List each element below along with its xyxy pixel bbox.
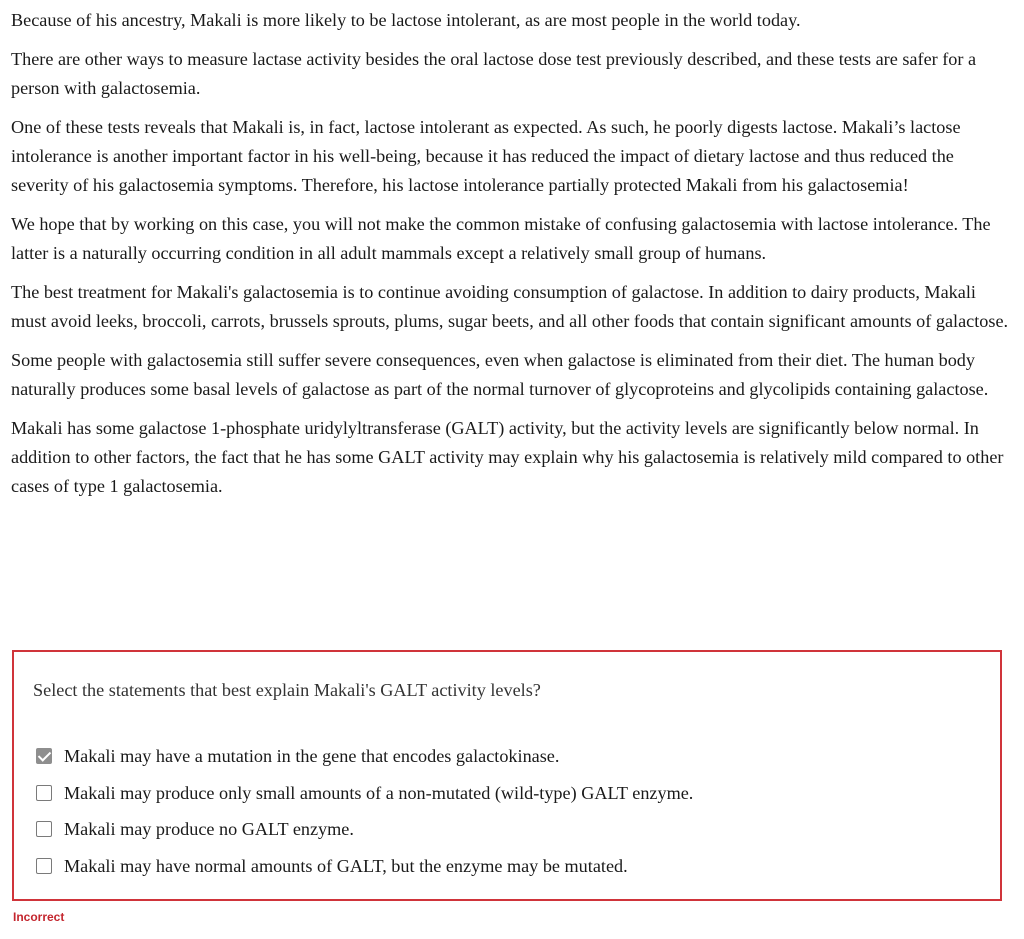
answer-option-label: Makali may produce no GALT enzyme.: [64, 819, 354, 840]
checkbox-icon[interactable]: [36, 785, 52, 801]
paragraph-treatment: The best treatment for Makali's galactosemia is to continue avoiding consumption of galactose. In addition to dairy products, Makali must avoid leeks, broccoli, carrots, brussels sprouts, plums, sugar beets, and all other foods that contain significant amounts of galactose.: [11, 282, 1009, 331]
checkbox-icon[interactable]: [36, 858, 52, 874]
paragraph-common-mistake: We hope that by working on this case, you will not make the common mistake of confusing galactosemia with lactose intolerance. The latter is a naturally occurring condition in all adult mammals except a relatively small group of humans.: [11, 214, 991, 263]
answer-option-small-amounts-wild-type[interactable]: [36, 775, 693, 812]
paragraph-lactose-intolerance: One of these tests reveals that Makali is, in fact, lactose intolerant as expected. As such, he poorly digests lactose. Makali’s lactose intolerance is another important factor in his well-being, because it has reduced the impact of dietary lactose and thus reduced the severity of his galactosemia symptoms. Therefore, his lactose intolerance partially protected Makali from his galactosemia!: [11, 117, 961, 195]
paragraph-galt-activity: Makali has some galactose 1-phosphate uridylyltransferase (GALT) activity, but the activity levels are significantly below normal. In addition to other factors, the fact that he has some GALT activity may explain why his galactosemia is relatively mild compared to other cases of type 1 galactosemia.: [11, 418, 1004, 496]
checkbox-checked-icon[interactable]: [36, 748, 52, 764]
answer-option-no-galt[interactable]: [36, 811, 693, 848]
question-box: [12, 650, 1002, 901]
answer-option-mutated-enzyme[interactable]: [36, 848, 693, 885]
paragraph-ancestry: Because of his ancestry, Makali is more likely to be lactose intolerant, as are most people in the world today.: [11, 10, 801, 30]
answer-option-label: Makali may produce only small amounts of a non-mutated (wild-type) GALT enzyme.: [64, 782, 694, 803]
question-prompt: Select the statements that best explain Makali's GALT activity levels?: [33, 680, 541, 700]
checkbox-icon[interactable]: [36, 821, 52, 837]
paragraph-lactase-tests: There are other ways to measure lactase activity besides the oral lactose dose test previously described, and these tests are safer for a person with galactosemia.: [11, 49, 977, 98]
answer-option-label: Makali may have normal amounts of GALT, but the enzyme may be mutated.: [64, 855, 628, 876]
answer-option-label: Makali may have a mutation in the gene that encodes galactokinase.: [64, 746, 560, 767]
paragraph-severe-consequences: Some people with galactosemia still suffer severe consequences, even when galactose is eliminated from their diet. The human body naturally produces some basal levels of galactose as part of the normal turnover of glycoproteins and glycolipids containing galactose.: [11, 350, 989, 399]
answer-option-galactokinase[interactable]: [36, 738, 693, 775]
answer-status: Incorrect: [13, 910, 65, 924]
answer-options: [36, 738, 693, 884]
case-text: [11, 6, 1011, 511]
